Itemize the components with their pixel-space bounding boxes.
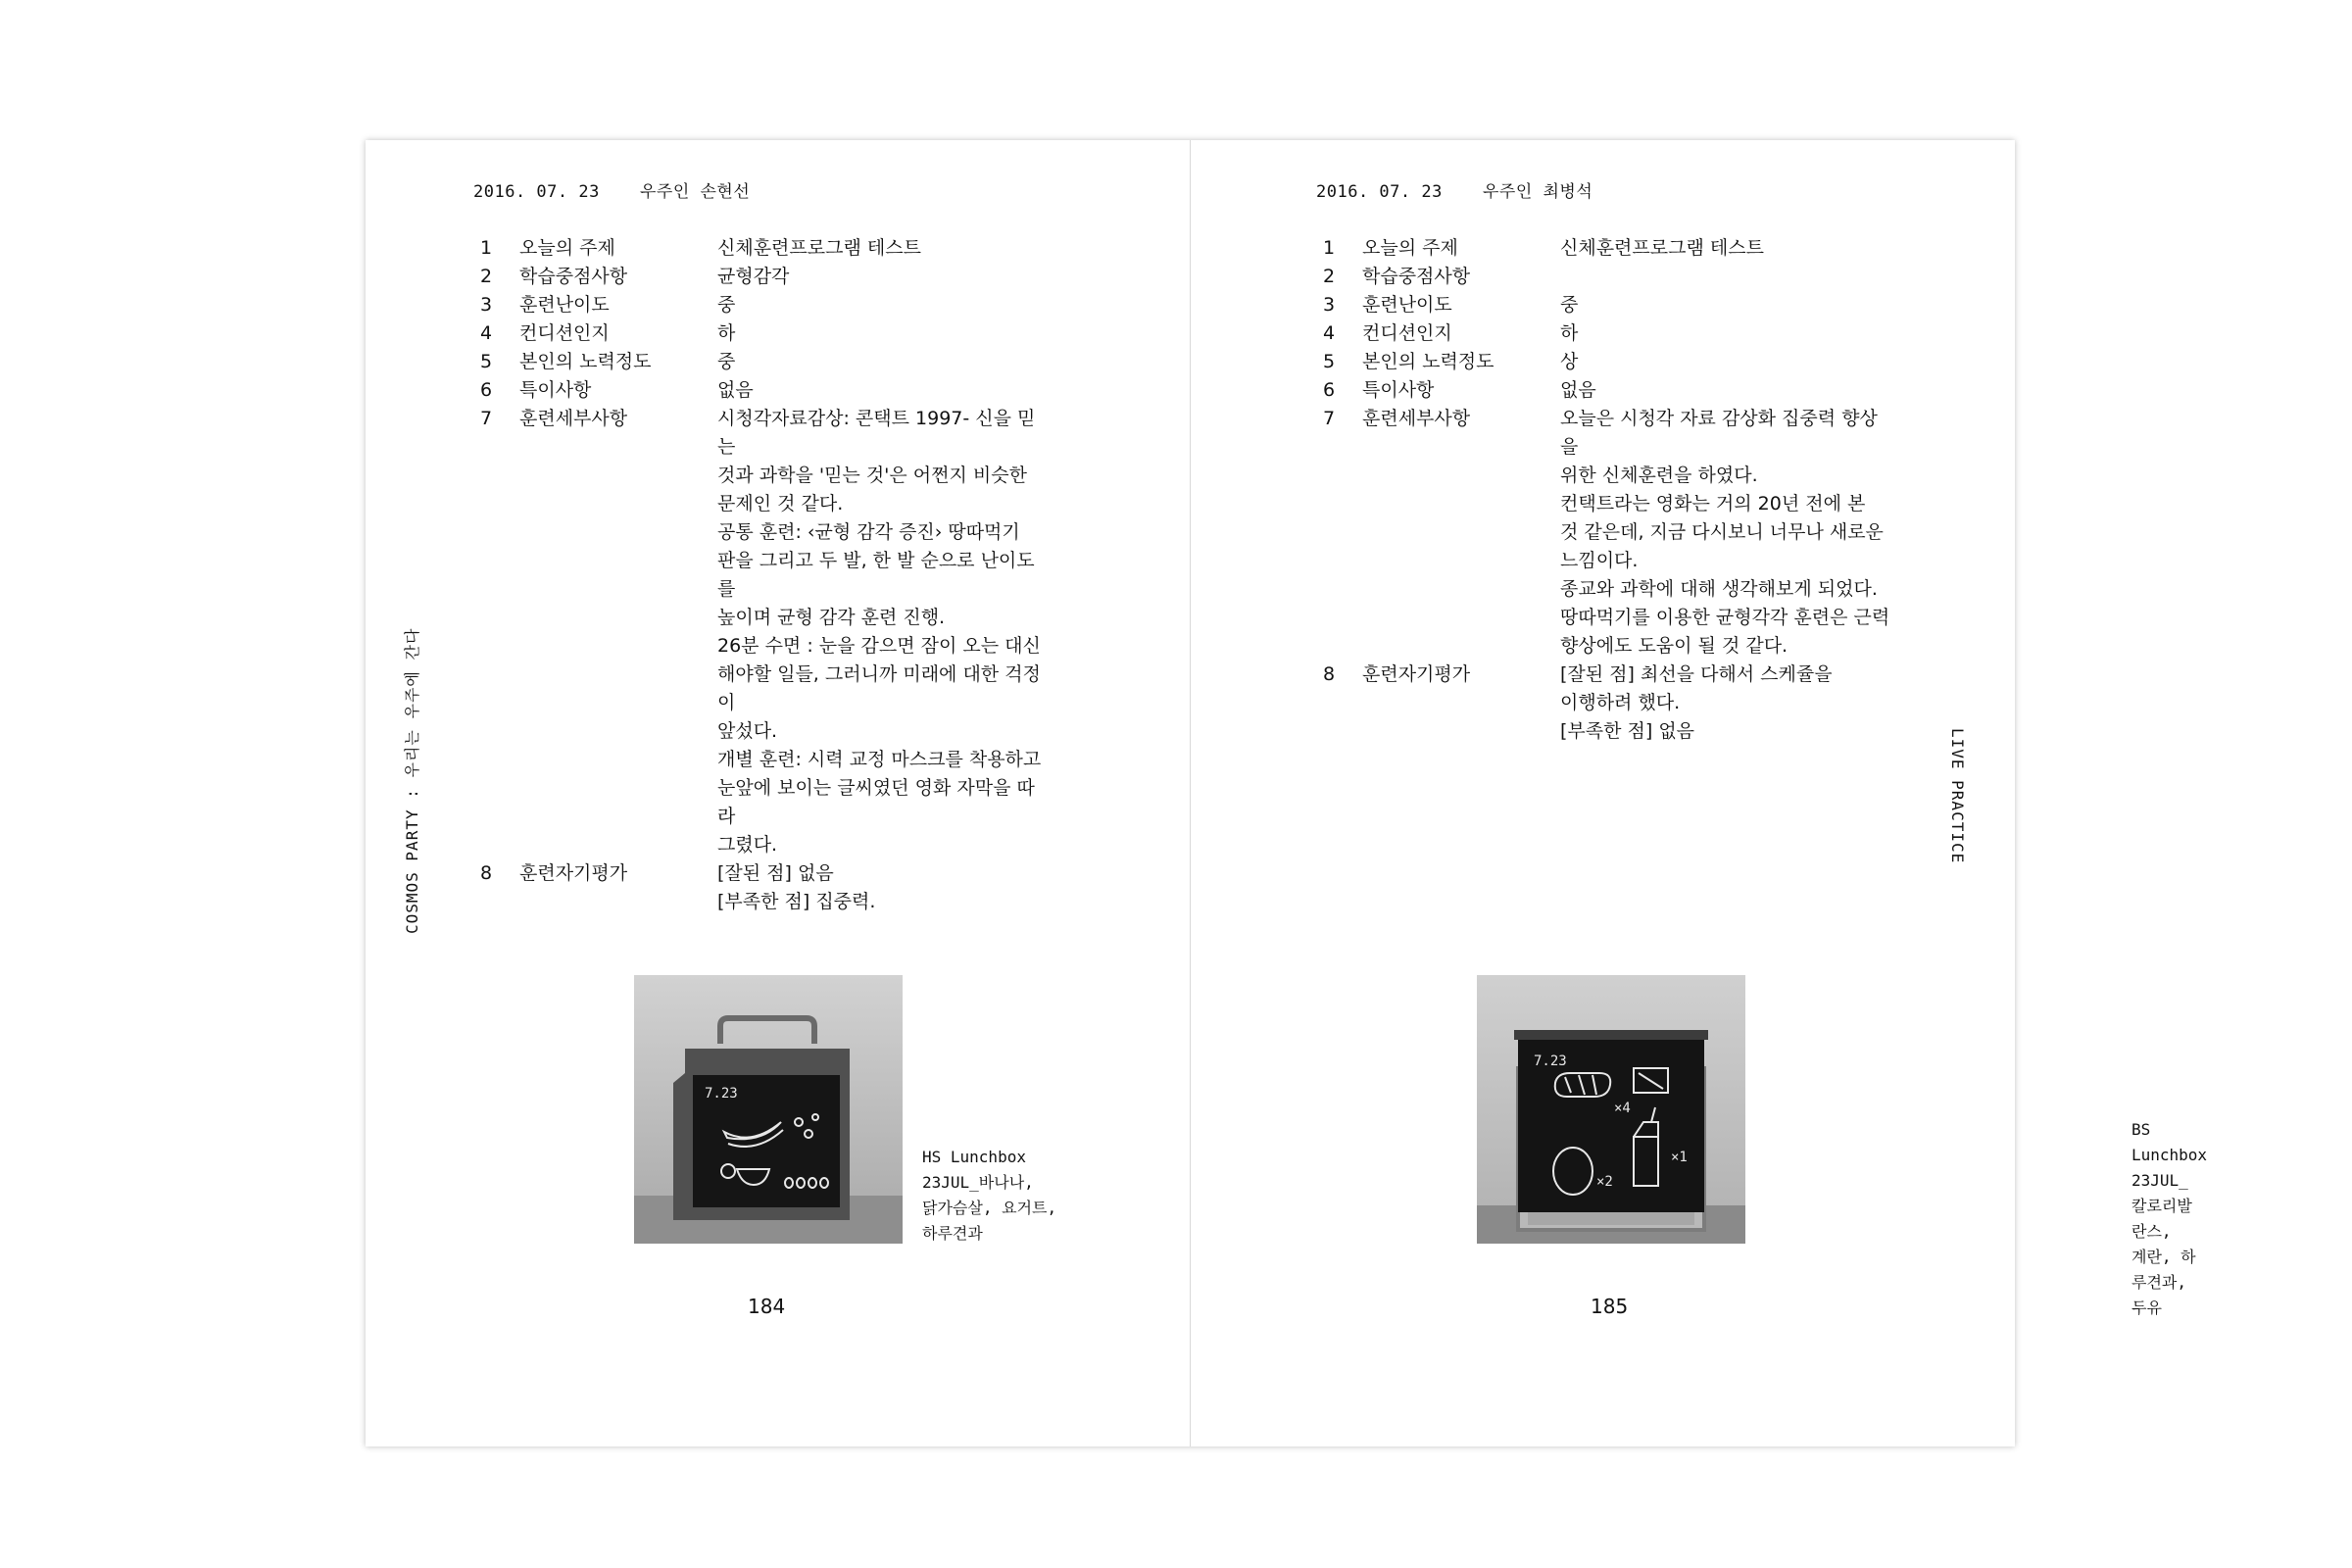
row-value-line: 느낌이다. xyxy=(1560,550,1639,571)
row-value-line: 위한 신체훈련을 하였다. xyxy=(1560,465,1758,486)
row-label: 훈련자기평가 xyxy=(519,862,628,884)
row-value-line: 문제인 것 같다. xyxy=(717,493,844,514)
row-value xyxy=(1560,263,1893,291)
caption-line: 칼로리발란스, xyxy=(2132,1197,2192,1241)
row-label: 훈련자기평가 xyxy=(1362,663,1471,685)
row-value xyxy=(1560,234,1893,263)
row-value xyxy=(1560,661,1893,746)
row-value-line: 중 xyxy=(717,351,736,372)
caption-line: 두유 xyxy=(2132,1298,2162,1317)
row-value-line: [부족한 점] 없음 xyxy=(1560,720,1695,742)
page-header xyxy=(473,177,750,202)
log-row xyxy=(1323,263,1893,291)
row-value-line: 판을 그리고 두 발, 한 발 순으로 난이도를 xyxy=(717,550,1035,600)
row-number: 3 xyxy=(480,294,493,316)
row-value-line: 하 xyxy=(717,322,736,344)
row-number: 8 xyxy=(1323,663,1336,685)
row-value-line: 중 xyxy=(1560,294,1579,316)
row-value xyxy=(1560,319,1893,348)
row-value-line: 것 같은데, 지금 다시보니 너무나 새로운 xyxy=(1560,521,1884,543)
row-label: 학습중점사항 xyxy=(1362,266,1471,287)
caption-line: 계란, 하루견과, xyxy=(2132,1248,2196,1292)
log-table xyxy=(1323,234,1893,746)
log-row xyxy=(1323,234,1893,263)
lunchbox-illustration xyxy=(634,975,903,1244)
row-value xyxy=(717,376,1051,405)
log-row xyxy=(480,319,1051,348)
log-row xyxy=(1323,376,1893,405)
row-number: 7 xyxy=(1323,408,1336,429)
board-date-text: 7.23 xyxy=(1534,1054,1567,1069)
caption-line: 하루견과 xyxy=(922,1224,983,1243)
photo-caption xyxy=(922,1145,1056,1247)
row-label: 컨디션인지 xyxy=(1362,322,1452,344)
row-value-line: 공통 훈련: ‹균형 감각 증진› 땅따먹기 xyxy=(717,521,1020,543)
row-value-line: [부족한 점] 집중력. xyxy=(717,891,876,912)
log-table xyxy=(480,234,1051,916)
row-number: 4 xyxy=(1323,322,1336,344)
row-value xyxy=(717,319,1051,348)
row-value-line: 높이며 균형 감각 훈련 진행. xyxy=(717,607,946,628)
row-value xyxy=(717,859,1051,916)
row-value-line: 시청각자료감상: 콘택트 1997- 신을 믿는 xyxy=(717,408,1036,458)
log-row xyxy=(480,291,1051,319)
row-value-line: 하 xyxy=(1560,322,1579,344)
row-value-line: 개별 훈련: 시력 교정 마스크를 착용하고 xyxy=(717,749,1042,770)
row-label: 훈련난이도 xyxy=(1362,294,1452,316)
row-value-line: 상 xyxy=(1560,351,1579,372)
board-mark: ×1 xyxy=(1671,1150,1688,1165)
row-value-line: 해야할 일들, 그러니까 미래에 대한 걱정이 xyxy=(717,663,1041,713)
row-label: 오늘의 주제 xyxy=(519,237,615,259)
row-value-line: 앞섰다. xyxy=(717,720,778,742)
right-page xyxy=(1191,140,2208,1446)
row-label: 본인의 노력정도 xyxy=(519,351,652,372)
row-label: 학습중점사항 xyxy=(519,266,628,287)
row-value xyxy=(717,263,1051,291)
caption-line: 닭가슴살, 요거트, xyxy=(922,1199,1057,1217)
row-value xyxy=(1560,405,1893,661)
row-number: 2 xyxy=(1323,266,1336,287)
row-value xyxy=(1560,376,1893,405)
log-row xyxy=(1323,348,1893,376)
row-value-line: 이행하려 했다. xyxy=(1560,692,1681,713)
log-row xyxy=(480,234,1051,263)
row-value-line: 중 xyxy=(717,294,736,316)
entry-date: 2016. 07. 23 xyxy=(473,182,600,202)
row-value-line: 균형감각 xyxy=(717,266,790,287)
row-label: 특이사항 xyxy=(519,379,592,401)
entry-date: 2016. 07. 23 xyxy=(1316,182,1443,202)
row-value-line: 그렸다. xyxy=(717,834,778,856)
caption-line: 23JUL_바나나, xyxy=(922,1173,1034,1192)
running-title: LIVE PRACTICE xyxy=(1948,728,1967,864)
row-number: 4 xyxy=(480,322,493,344)
board-date-text: 7.23 xyxy=(705,1086,738,1102)
caption-line: BS Lunchbox xyxy=(2132,1120,2208,1164)
row-value-line: [잘된 점] 없음 xyxy=(717,862,834,884)
row-value xyxy=(717,234,1051,263)
row-number: 1 xyxy=(480,237,493,259)
page-number: 184 xyxy=(748,1295,786,1318)
log-row xyxy=(480,263,1051,291)
row-number: 7 xyxy=(480,408,493,429)
row-value-line: 것과 과학을 '믿는 것'은 어쩐지 비슷한 xyxy=(717,465,1027,486)
row-value-line: 신체훈련프로그램 테스트 xyxy=(717,237,921,259)
row-value-line xyxy=(1560,263,1893,291)
row-value-line: 오늘은 시청각 자료 감상화 집중력 향상을 xyxy=(1560,408,1878,458)
running-title: COSMOS PARTY : 우리는 우주에 간다 xyxy=(403,627,421,934)
row-value-line: 땅따먹기를 이용한 균형각각 훈련은 근력 xyxy=(1560,607,1890,628)
book-spread xyxy=(366,140,2208,1446)
row-value-line: 눈앞에 보이는 글씨였던 영화 자막을 따라 xyxy=(717,777,1035,827)
row-value-line: [잘된 점] 최선을 다해서 스케쥴을 xyxy=(1560,663,1833,685)
log-row xyxy=(480,405,1051,859)
row-value-line: 컨택트라는 영화는 거의 20년 전에 본 xyxy=(1560,493,1866,514)
lunchbox-photo xyxy=(1477,975,1745,1244)
row-label: 훈련세부사항 xyxy=(1362,408,1471,429)
log-row xyxy=(1323,319,1893,348)
row-value xyxy=(1560,291,1893,319)
row-value-line: 없음 xyxy=(1560,379,1596,401)
log-row xyxy=(480,859,1051,916)
row-value-line: 종교와 과학에 대해 생각해보게 되었다. xyxy=(1560,578,1878,600)
log-row xyxy=(1323,291,1893,319)
left-page xyxy=(366,140,1190,1446)
lunchbox-photo xyxy=(634,975,903,1244)
caption-line: HS Lunchbox xyxy=(922,1148,1026,1166)
row-number: 3 xyxy=(1323,294,1336,316)
log-row xyxy=(480,376,1051,405)
row-number: 6 xyxy=(480,379,493,401)
row-label: 컨디션인지 xyxy=(519,322,610,344)
astronaut-name: 우주인 최병석 xyxy=(1483,182,1593,202)
photo-caption xyxy=(2132,1117,2207,1321)
row-value xyxy=(1560,348,1893,376)
row-label: 오늘의 주제 xyxy=(1362,237,1458,259)
row-value-line: 26분 수면 : 눈을 감으면 잠이 오는 대신 xyxy=(717,635,1041,657)
row-value xyxy=(717,348,1051,376)
row-number: 2 xyxy=(480,266,493,287)
row-value xyxy=(717,405,1051,859)
row-value-line: 신체훈련프로그램 테스트 xyxy=(1560,237,1764,259)
board-mark: ×4 xyxy=(1614,1101,1631,1116)
row-number: 5 xyxy=(1323,351,1336,372)
lunchbox-illustration xyxy=(1477,975,1745,1244)
row-label: 특이사항 xyxy=(1362,379,1435,401)
row-value-line: 향상에도 도움이 될 것 같다. xyxy=(1560,635,1788,657)
page-number: 185 xyxy=(1591,1295,1629,1318)
row-label: 훈련세부사항 xyxy=(519,408,628,429)
row-label: 훈련난이도 xyxy=(519,294,610,316)
caption-line: 23JUL_ xyxy=(2132,1171,2188,1190)
row-number: 8 xyxy=(480,862,493,884)
astronaut-name: 우주인 손현선 xyxy=(640,182,751,202)
log-row xyxy=(480,348,1051,376)
row-number: 1 xyxy=(1323,237,1336,259)
row-number: 5 xyxy=(480,351,493,372)
log-row xyxy=(1323,661,1893,746)
board-mark: ×2 xyxy=(1596,1174,1613,1190)
row-value-line: 없음 xyxy=(717,379,754,401)
row-label: 본인의 노력정도 xyxy=(1362,351,1494,372)
page-header xyxy=(1316,177,1592,202)
row-value xyxy=(717,291,1051,319)
row-number: 6 xyxy=(1323,379,1336,401)
log-row xyxy=(1323,405,1893,661)
